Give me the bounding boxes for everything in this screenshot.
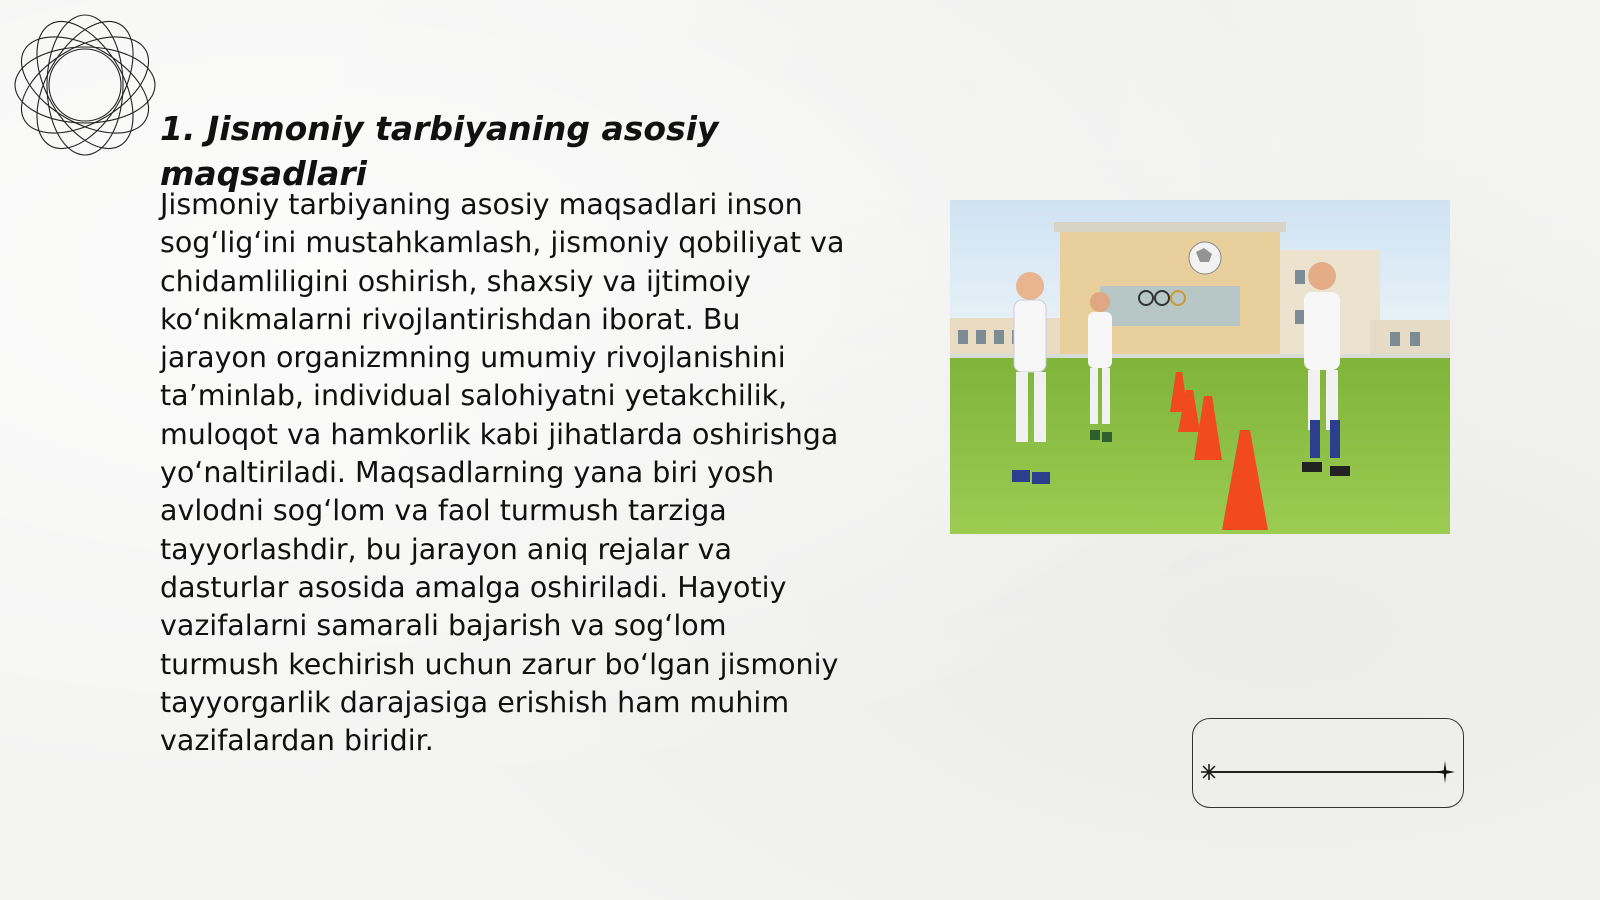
body-paragraph: Jismoniy tarbiyaning asosiy maqsadlari inson sog‘lig‘ini mustahkamlash, jismoniy qobiliyat va chidamliligini oshirish, shaxsiy va ijtimoiy ko‘nikmalarni rivojlantirishdan iborat. Bu jarayon organizmning umumiy rivojlanishini ta’minlab, individual salohiyatni yetakchilik, muloqot va hamkorlik kabi jihatlarda oshirishga yo‘naltiriladi. Maqsadlarning yana biri yosh avlodni sog‘lom va faol turmush tarziga tayyorlashdir, bu jarayon aniq rejalar va dasturlar asosida amalga oshiriladi. Hayotiy vazifalarni samarali bajarish va sog‘lom turmush kechirish uchun zarur bo‘lgan jismoniy tayyorgarlik darajasiga erishish ham muhim vazifalardan biridir. xyxy=(160,188,845,758)
wireframe-orb-icon xyxy=(10,10,160,160)
divider-line xyxy=(1209,771,1445,773)
four-point-star-icon xyxy=(1435,761,1455,783)
children-football-photo xyxy=(950,200,1450,534)
navigation-decoration-box xyxy=(1192,718,1464,808)
slide-title: 1. Jismoniy tarbiyaning asosiy maqsadlari xyxy=(160,109,719,193)
